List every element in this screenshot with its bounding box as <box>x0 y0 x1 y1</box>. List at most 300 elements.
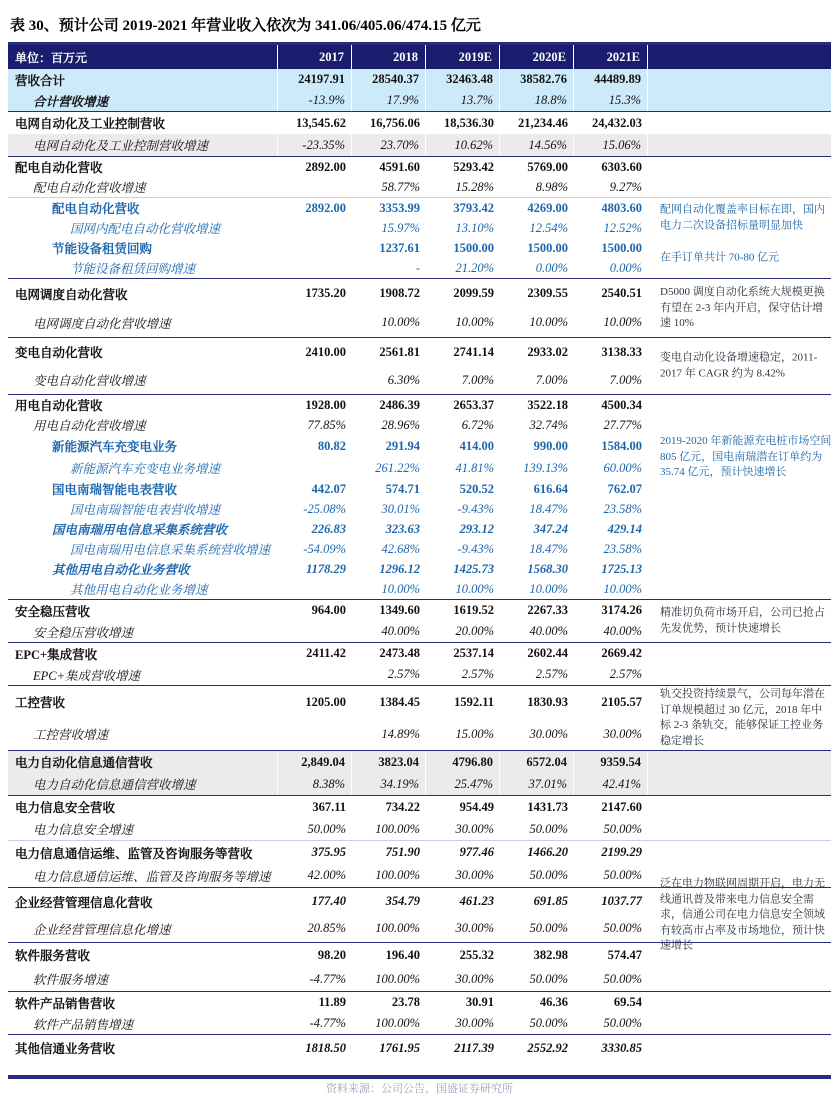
value-cell: 18,536.30 <box>444 115 494 130</box>
value-cell: 15.97% <box>381 220 420 235</box>
row-label: 电力信息通信运维、监管及咨询服务等增速 <box>33 869 271 884</box>
table-section <box>8 643 831 686</box>
row-label: 节能设备租赁回购 <box>52 242 153 256</box>
value-cell: 3522.18 <box>527 397 568 412</box>
value-cell: 1431.73 <box>527 799 568 814</box>
value-cell: 3174.26 <box>601 603 642 617</box>
table-row-growth <box>8 134 831 156</box>
value-cell: 60.00% <box>603 460 642 475</box>
value-cell: 50.00% <box>529 868 568 882</box>
value-cell: 5293.42 <box>453 159 494 174</box>
value-cell: 382.98 <box>533 947 568 962</box>
value-cell: 98.20 <box>317 947 346 962</box>
table-body <box>8 69 831 1061</box>
table-row-growth <box>8 818 831 840</box>
value-cell: 762.07 <box>607 481 642 496</box>
row-label: 配电自动化营收增速 <box>33 181 146 195</box>
section-note: 精准切负荷市场开启，公司已抢占先发优势，预计快速增长 <box>660 606 825 634</box>
row-label: 电力信息安全增速 <box>33 823 134 837</box>
value-cell: 32.74% <box>529 417 568 432</box>
value-cell: 9359.54 <box>574 751 648 773</box>
table-row-growth <box>8 177 831 197</box>
table-section <box>8 877 831 952</box>
value-cell: 15.00% <box>455 726 494 741</box>
value-cell: 23.58% <box>603 501 642 516</box>
row-label: 新能源汽车充变电业务 <box>52 440 178 454</box>
value-cell: 30.91 <box>465 995 494 1009</box>
table-row-value <box>8 479 831 499</box>
section-note: 轨交投资持续景气，公司每年潜在订单规模超过 30 亿元，2018 年中标 2-3 条轨交，能够保证工控业务稳定增长 <box>660 688 825 747</box>
value-cell: 1178.29 <box>306 561 346 576</box>
value-cell: 10.00% <box>455 581 494 596</box>
value-cell: 37.01% <box>500 773 574 795</box>
value-cell: 520.52 <box>459 481 494 496</box>
table-section <box>8 559 831 600</box>
value-cell: 375.95 <box>311 845 346 859</box>
value-cell: 2.57% <box>535 667 568 681</box>
value-cell: 11.89 <box>318 995 346 1009</box>
row-label: 企业经营管理信息化增速 <box>33 922 171 937</box>
value-cell: 6572.04 <box>500 751 574 773</box>
value-cell: 5769.00 <box>527 159 568 174</box>
value-cell: 8.98% <box>535 179 568 194</box>
value-cell: 13,545.62 <box>296 115 346 130</box>
row-label: 其他用电自动化业务增速 <box>70 583 208 597</box>
value-cell: -9.43% <box>457 501 494 516</box>
section-note: 变电自动化设备增速稳定，2011-2017 年 CAGR 约为 8.42% <box>660 351 818 379</box>
table-section <box>8 279 831 338</box>
row-label: 国电南瑞智能电表营收 <box>52 483 178 497</box>
row-label: EPC+集成营收增速 <box>33 668 141 683</box>
row-label: 国网内配电自动化营收增速 <box>70 222 221 236</box>
table-section <box>8 198 831 238</box>
table-section <box>8 600 831 643</box>
value-cell: 1619.52 <box>453 603 494 617</box>
section-note: 泛在电力物联网周期开启，电力无线通讯普及带来电力信息安全需求，信通公司在电力信息安全领域有较高市占率及市场地位，预计快速增长 <box>660 877 825 952</box>
value-cell: 3353.99 <box>379 200 420 215</box>
value-cell: 291.94 <box>385 438 420 453</box>
table-row-value <box>8 157 831 177</box>
value-cell: 2537.14 <box>453 646 494 660</box>
value-cell: 9.27% <box>609 179 642 194</box>
note-column-space <box>648 90 831 111</box>
note-column-space <box>648 796 831 818</box>
table-section <box>8 69 831 112</box>
value-cell: 50.00% <box>603 1016 642 1030</box>
row-label: 其他用电自动化业务营收 <box>52 563 190 577</box>
value-cell: 2669.42 <box>601 646 642 660</box>
note-column-space <box>648 112 831 134</box>
value-cell: 14.89% <box>381 726 420 741</box>
value-cell: 30.00% <box>455 971 494 986</box>
value-cell: 1349.60 <box>379 603 420 617</box>
row-label: 国电南瑞智能电表营收增速 <box>70 503 221 517</box>
table-section <box>8 395 831 435</box>
value-cell: 24197.91 <box>278 69 352 90</box>
row-label: 企业经营管理信息化营收 <box>15 895 153 910</box>
value-cell: 461.23 <box>459 894 494 908</box>
value-cell: 1761.95 <box>379 1040 420 1055</box>
table-row-growth <box>8 579 831 599</box>
value-cell: 46.36 <box>539 995 568 1009</box>
value-cell: 2.57% <box>461 667 494 681</box>
year-col-2017: 2017 <box>278 45 352 69</box>
value-cell: 50.00% <box>603 921 642 935</box>
table-section <box>8 796 831 841</box>
value-cell: 4500.34 <box>601 397 642 412</box>
value-cell: 18.47% <box>529 541 568 556</box>
value-cell: 50.00% <box>529 971 568 986</box>
table-section <box>8 519 831 559</box>
value-cell: 2105.57 <box>601 694 642 709</box>
value-cell: 7.00% <box>609 372 642 387</box>
value-cell: 17.9% <box>352 90 426 111</box>
value-cell: 10.00% <box>381 315 420 329</box>
table-row-growth <box>8 1013 831 1034</box>
row-label: 软件产品销售增速 <box>33 1017 134 1032</box>
value-cell: 354.79 <box>385 894 420 908</box>
value-cell: 44489.89 <box>574 69 648 90</box>
table-row-value <box>8 395 831 415</box>
row-label: 安全稳压营收 <box>15 604 91 619</box>
value-cell: 4269.00 <box>527 200 568 215</box>
value-cell: 8.38% <box>278 773 352 795</box>
value-cell: 24,432.03 <box>592 115 642 130</box>
value-cell: 6.30% <box>387 372 420 387</box>
value-cell: 2411.42 <box>306 646 346 660</box>
value-cell: 1237.61 <box>379 240 420 255</box>
value-cell: 6.72% <box>461 417 494 432</box>
table-row-value <box>8 841 831 864</box>
row-label: 电网自动化及工业控制营收增速 <box>8 134 278 156</box>
value-cell: -9.43% <box>457 541 494 556</box>
value-cell: 27.77% <box>603 417 642 432</box>
value-cell: 2561.81 <box>379 344 420 359</box>
row-label: EPC+集成营收 <box>15 647 98 662</box>
value-cell: 50.00% <box>603 868 642 882</box>
table-row-value <box>8 1035 831 1061</box>
row-label: 工控营收 <box>15 696 66 710</box>
value-cell: 2486.39 <box>379 397 420 412</box>
note-column-space <box>648 1013 831 1034</box>
value-cell: 30.00% <box>455 921 494 935</box>
value-cell: 20.85% <box>307 921 346 935</box>
value-cell: 10.62% <box>426 134 500 156</box>
value-cell: 2147.60 <box>601 799 642 814</box>
table-section <box>8 435 831 479</box>
value-cell: 751.90 <box>385 845 420 859</box>
value-cell: 25.47% <box>426 773 500 795</box>
value-cell: 2309.55 <box>527 286 568 300</box>
row-label: 电力信息安全营收 <box>15 801 116 815</box>
row-label: 配电自动化营收 <box>52 202 140 216</box>
row-label: 节能设备租赁回购增速 <box>70 262 196 276</box>
value-cell: 3138.33 <box>601 344 642 359</box>
value-cell: 7.00% <box>461 372 494 387</box>
section-note: 在手订单共计 70-80 亿元 <box>660 251 780 264</box>
year-col-2021e: 2021E <box>574 45 648 69</box>
value-cell: 2199.29 <box>601 845 642 859</box>
value-cell: 1500.00 <box>601 240 642 255</box>
value-cell: 100.00% <box>375 1016 420 1030</box>
value-cell: 2.57% <box>609 667 642 681</box>
value-cell: 100.00% <box>375 921 420 935</box>
value-cell: 1735.20 <box>305 286 346 300</box>
table-row-value <box>8 559 831 579</box>
note-column-space <box>648 69 831 90</box>
table-row-value <box>8 751 831 773</box>
note-column-space <box>648 751 831 773</box>
value-cell: 30.01% <box>381 501 420 516</box>
value-cell: 28540.37 <box>352 69 426 90</box>
note-column-space <box>648 841 831 864</box>
row-label: 新能源汽车充变电业务增速 <box>70 462 221 476</box>
row-label: 其他信通业务营收 <box>15 1042 116 1056</box>
value-cell: 2552.92 <box>527 1040 568 1055</box>
value-cell: 2267.33 <box>527 603 568 617</box>
value-cell: 1818.50 <box>305 1040 346 1055</box>
value-cell: 50.00% <box>307 821 346 836</box>
row-label: 电力自动化信息通信营收 <box>8 751 278 773</box>
value-cell: 323.63 <box>385 521 420 536</box>
value-cell: 1500.00 <box>453 240 494 255</box>
value-cell: 0.00% <box>535 260 568 275</box>
value-cell: 977.46 <box>459 845 494 859</box>
value-cell: 4591.60 <box>379 159 420 174</box>
value-cell: 3793.42 <box>453 200 494 215</box>
value-cell: 226.83 <box>311 521 346 536</box>
value-cell: 2540.51 <box>601 286 642 300</box>
table-row-value <box>8 643 831 664</box>
value-cell: 13.7% <box>426 90 500 111</box>
value-cell: 2602.44 <box>527 646 568 660</box>
table-section <box>8 479 831 519</box>
row-label: 电网调度自动化营收 <box>15 287 128 302</box>
value-cell: 28.96% <box>381 417 420 432</box>
row-label: 安全稳压营收增速 <box>33 625 134 640</box>
table-section <box>8 992 831 1035</box>
note-column-space <box>648 579 831 599</box>
section-note: D5000 调度自动化系统大规模更换有望在 2-3 年内开启，保守估计增速 10% <box>660 285 825 329</box>
value-cell: 261.22% <box>375 460 420 475</box>
value-cell: 6303.60 <box>601 159 642 174</box>
value-cell: 42.68% <box>381 541 420 556</box>
value-cell: 691.85 <box>533 894 568 908</box>
value-cell: 1384.45 <box>379 694 420 709</box>
note-column-space <box>648 1035 831 1061</box>
value-cell: 574.47 <box>607 947 642 962</box>
value-cell: 2117.39 <box>454 1040 494 1055</box>
value-cell: 139.13% <box>523 460 568 475</box>
value-cell: 7.00% <box>535 372 568 387</box>
value-cell: 30.00% <box>529 726 568 741</box>
value-cell: 18.47% <box>529 501 568 516</box>
table-row-value <box>8 992 831 1013</box>
table-row-growth <box>8 664 831 685</box>
value-cell: 23.70% <box>352 134 426 156</box>
table-title: 表 30、预计公司 2019-2021 年营业收入依次为 341.06/405.06/474.15 亿元 <box>10 18 481 34</box>
value-cell: 32463.48 <box>426 69 500 90</box>
value-cell: 23.78 <box>391 995 420 1009</box>
value-cell: 23.58% <box>603 541 642 556</box>
value-cell: 18.8% <box>500 90 574 111</box>
value-cell: 10.00% <box>381 581 420 596</box>
value-cell: 15.3% <box>574 90 648 111</box>
table-row-growth <box>8 773 831 795</box>
value-cell: 30.00% <box>455 868 494 882</box>
value-cell: 177.40 <box>311 894 346 908</box>
value-cell: 15.06% <box>574 134 648 156</box>
value-cell: 964.00 <box>311 603 346 617</box>
value-cell: 1908.72 <box>379 286 420 300</box>
table-row-growth <box>8 499 831 519</box>
value-cell: 1830.93 <box>527 694 568 709</box>
table-section <box>8 1035 831 1061</box>
note-column-space <box>648 395 831 415</box>
value-cell: 2099.59 <box>453 286 494 300</box>
note-column-space <box>648 664 831 685</box>
value-cell: 255.32 <box>459 947 494 962</box>
value-cell: 21.20% <box>455 260 494 275</box>
value-cell: -13.9% <box>278 90 352 111</box>
year-col-2018: 2018 <box>352 45 426 69</box>
value-cell: 10.00% <box>529 581 568 596</box>
value-cell: 1205.00 <box>305 694 346 709</box>
value-cell: 50.00% <box>529 821 568 836</box>
value-cell: 2410.00 <box>305 344 346 359</box>
row-label: 合计营收增速 <box>8 90 278 111</box>
value-cell: 30.00% <box>455 1016 494 1030</box>
value-cell: 2892.00 <box>305 159 346 174</box>
value-cell: 16,756.06 <box>370 115 420 130</box>
year-col-2019e: 2019E <box>426 45 500 69</box>
value-cell: 100.00% <box>375 868 420 882</box>
row-label: 用电自动化营收增速 <box>33 419 146 433</box>
note-column-space <box>648 643 831 664</box>
value-cell: 347.24 <box>533 521 568 536</box>
value-cell: 80.82 <box>317 438 346 453</box>
value-cell: 1425.73 <box>453 561 494 576</box>
row-label: 变电自动化营收 <box>15 346 103 360</box>
table-row-value <box>8 519 831 539</box>
value-cell: 0.00% <box>609 260 642 275</box>
notes-header-space <box>648 45 831 69</box>
value-cell: 990.00 <box>533 438 568 453</box>
note-column-space <box>648 967 831 991</box>
row-label: 用电自动化营收 <box>15 399 103 413</box>
value-cell: -54.09% <box>303 541 346 556</box>
section-note: 2019-2020 年新能源充电桩市场空间 805 亿元，国电南瑞潜在订单约为 35.74 亿元，预计快速增长 <box>660 434 832 478</box>
value-cell: 1928.00 <box>305 397 346 412</box>
row-label: 电力信息通信运维、监管及咨询服务等营收 <box>15 846 253 861</box>
value-cell: 2933.02 <box>527 344 568 359</box>
value-cell: 1296.12 <box>379 561 420 576</box>
value-cell: 12.54% <box>529 220 568 235</box>
row-label: 电力自动化信息通信营收增速 <box>8 773 278 795</box>
table-section <box>8 338 831 395</box>
value-cell: 1584.00 <box>601 438 642 453</box>
unit-label: 单位：百万元 <box>8 45 278 69</box>
row-label: 变电自动化营收增速 <box>33 374 146 388</box>
value-cell: 30.00% <box>603 726 642 741</box>
report-table-page <box>8 0 832 1095</box>
note-column-space <box>648 992 831 1013</box>
value-cell: 414.00 <box>459 438 494 453</box>
value-cell: 50.00% <box>529 921 568 935</box>
value-cell: 2,849.04 <box>278 751 352 773</box>
note-column-space <box>648 773 831 795</box>
value-cell: 21,234.46 <box>518 115 568 130</box>
year-col-2020e: 2020E <box>500 45 574 69</box>
row-label: 营收合计 <box>8 69 278 90</box>
row-label: 软件产品销售营收 <box>15 996 116 1011</box>
value-cell: 429.14 <box>607 521 642 536</box>
value-cell: 954.49 <box>459 799 494 814</box>
value-cell: 4796.80 <box>426 751 500 773</box>
value-cell: 34.19% <box>352 773 426 795</box>
value-cell: 40.00% <box>381 624 420 638</box>
table-section <box>8 751 831 796</box>
value-cell: 196.40 <box>385 947 420 962</box>
value-cell: 15.28% <box>455 179 494 194</box>
value-cell: 100.00% <box>375 971 420 986</box>
row-label: 电网调度自动化营收增速 <box>33 316 171 331</box>
value-cell: 2473.48 <box>379 646 420 660</box>
note-column-space <box>648 415 831 435</box>
value-cell: 2892.00 <box>305 200 346 215</box>
row-label: 配电自动化营收 <box>15 161 103 175</box>
value-cell: 40.00% <box>603 624 642 638</box>
value-cell: 1037.77 <box>601 894 642 908</box>
value-cell: -25.08% <box>303 501 346 516</box>
value-cell: 4803.60 <box>601 200 642 215</box>
value-cell: 13.10% <box>455 220 494 235</box>
note-column-space <box>648 499 831 519</box>
value-cell: 100.00% <box>375 821 420 836</box>
table-section <box>8 238 831 279</box>
table-row-growth <box>8 415 831 435</box>
row-label: 国电南瑞用电信息采集系统营收增速 <box>70 543 271 557</box>
value-cell: 1592.11 <box>454 694 494 709</box>
value-cell: -23.35% <box>278 134 352 156</box>
row-label: 电网自动化及工业控制营收 <box>15 117 166 131</box>
value-cell: 616.64 <box>533 481 568 496</box>
table-section <box>8 112 831 157</box>
value-cell: 12.52% <box>603 220 642 235</box>
note-column-space <box>648 519 831 539</box>
value-cell: 1725.13 <box>601 561 642 576</box>
table-row-growth <box>8 967 831 991</box>
value-cell: 30.00% <box>455 821 494 836</box>
value-cell: 38582.76 <box>500 69 574 90</box>
value-cell: 442.07 <box>311 481 346 496</box>
value-cell: 42.41% <box>574 773 648 795</box>
table-row-growth <box>8 90 831 111</box>
value-cell: 293.12 <box>459 521 494 536</box>
row-label: 国电南瑞用电信息采集系统营收 <box>52 523 228 537</box>
value-cell: 77.85% <box>307 417 346 432</box>
table-row-growth <box>8 539 831 559</box>
value-cell: 41.81% <box>455 460 494 475</box>
section-note: 配网自动化覆盖率目标在即，国内电力二次设备招标量明显加快 <box>660 203 825 231</box>
value-cell: 734.22 <box>385 799 420 814</box>
value-cell: 40.00% <box>529 624 568 638</box>
value-cell: 3330.85 <box>601 1040 642 1055</box>
row-label: 工控营收增速 <box>33 728 109 742</box>
value-cell: 574.71 <box>385 481 420 496</box>
value-cell: 10.00% <box>529 315 568 329</box>
value-cell: 20.00% <box>455 624 494 638</box>
